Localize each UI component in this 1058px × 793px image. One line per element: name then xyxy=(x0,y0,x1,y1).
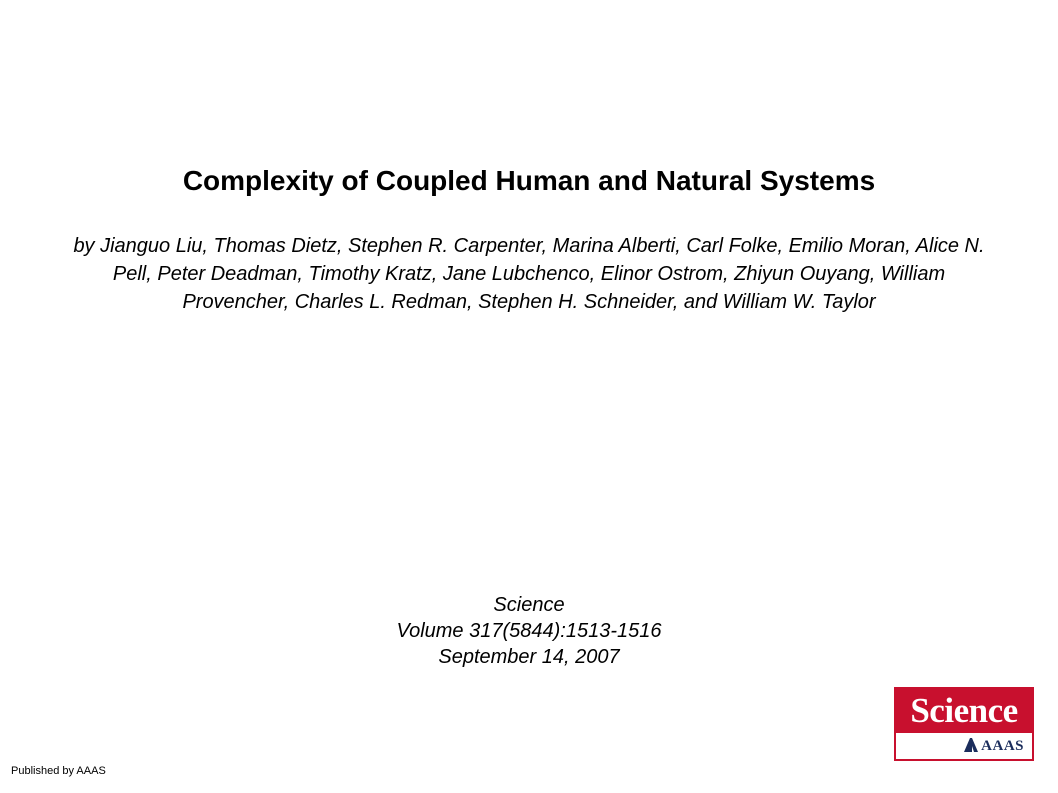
aaas-icon xyxy=(963,737,979,753)
citation-block xyxy=(0,592,1058,670)
aaas-label: AAAS xyxy=(981,738,1024,754)
volume-info: Volume 317(5844):1513-1516 xyxy=(396,620,662,642)
science-logo xyxy=(894,687,1034,761)
paper-title: Complexity of Coupled Human and Natural Systems xyxy=(182,165,876,196)
author-list: by Jianguo Liu, Thomas Dietz, Stephen R. Carpenter, Marina Alberti, Carl Folke, Emilio Moran, Alice N. Pell, Peter Deadman, Timothy Kratz, Jane Lubchenco, Elinor Ostrom, Zhiyun Ouyang, William Provencher, Charles L. Redman, Stephen H. Schneider, and William W. Taylor xyxy=(73,235,985,313)
aaas-mark xyxy=(896,733,1032,759)
publisher-note: Published by AAAS xyxy=(11,765,106,777)
publication-date: September 14, 2007 xyxy=(438,646,620,668)
journal-name: Science xyxy=(493,594,565,616)
science-wordmark: Science xyxy=(896,689,1032,733)
